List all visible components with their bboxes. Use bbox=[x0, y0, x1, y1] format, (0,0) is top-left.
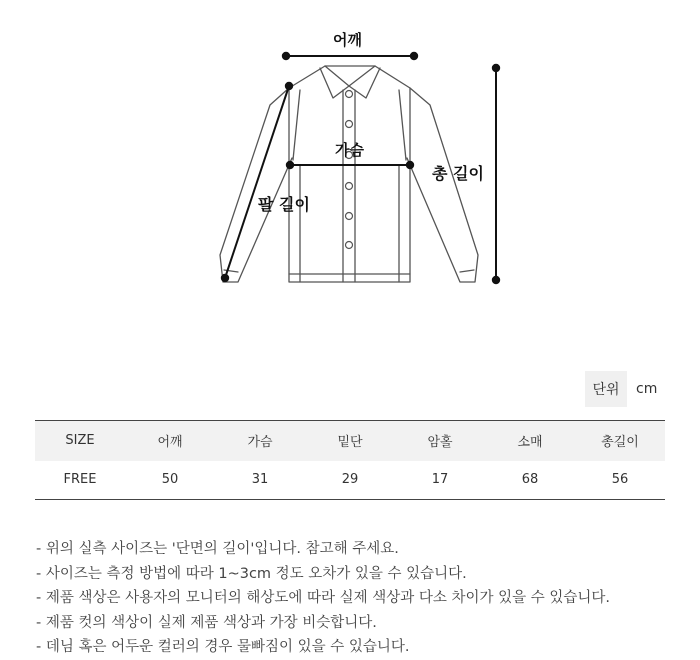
sleeve-length-label: 팔 길이 bbox=[258, 195, 310, 214]
sleeve-length-measure-line bbox=[225, 86, 289, 278]
shirt-button bbox=[346, 121, 353, 128]
table-cell: 17 bbox=[431, 472, 449, 488]
table-cell: 50 bbox=[161, 472, 179, 488]
table-header-cell: 총길이 bbox=[601, 435, 639, 451]
shoulder-label: 어깨 bbox=[333, 31, 362, 49]
table-header-cell: 가슴 bbox=[247, 435, 273, 451]
note-item: - 제품 컷의 색상이 실제 제품 색상과 가장 비슷합니다. bbox=[36, 614, 377, 631]
unit-value: cm bbox=[636, 381, 658, 397]
size-diagram bbox=[0, 0, 700, 310]
table-cell: 29 bbox=[341, 472, 359, 488]
table-header-cell: 소매 bbox=[517, 435, 543, 451]
note-item: - 제품 색상은 사용자의 모니터의 해상도에 따라 실제 색상과 다소 차이가 있을 수 있습니다. bbox=[36, 590, 611, 606]
notes-list bbox=[36, 537, 610, 660]
table-row bbox=[35, 461, 665, 500]
table-header-row bbox=[35, 421, 665, 461]
shirt-button bbox=[346, 242, 353, 249]
total-length-label: 총 길이 bbox=[432, 164, 484, 183]
table-header-cell: SIZE bbox=[65, 433, 95, 449]
size-table bbox=[35, 420, 665, 500]
table-cell: 31 bbox=[251, 472, 269, 488]
table-cell: 56 bbox=[611, 472, 629, 488]
table-cell: FREE bbox=[63, 472, 97, 488]
table-cell: 68 bbox=[521, 472, 539, 488]
note-item: - 사이즈는 측정 방법에 따라 1~3cm 정도 오차가 있을 수 있습니다. bbox=[36, 565, 467, 582]
shirt-button bbox=[346, 91, 353, 98]
chest-label: 가슴 bbox=[335, 141, 364, 159]
shirt-button bbox=[346, 183, 353, 190]
table-header-cell: 밑단 bbox=[337, 435, 363, 451]
note-item: - 데님 혹은 어두운 컬러의 경우 물빠짐이 있을 수 있습니다. bbox=[36, 639, 410, 655]
shirt-button bbox=[346, 213, 353, 220]
table-header-cell: 암홀 bbox=[427, 435, 453, 451]
table-header-cell: 어깨 bbox=[157, 435, 183, 451]
unit-label-badge: 단위 bbox=[585, 371, 627, 407]
note-item: - 위의 실측 사이즈는 '단면의 길이'입니다. 참고해 주세요. bbox=[36, 541, 399, 557]
